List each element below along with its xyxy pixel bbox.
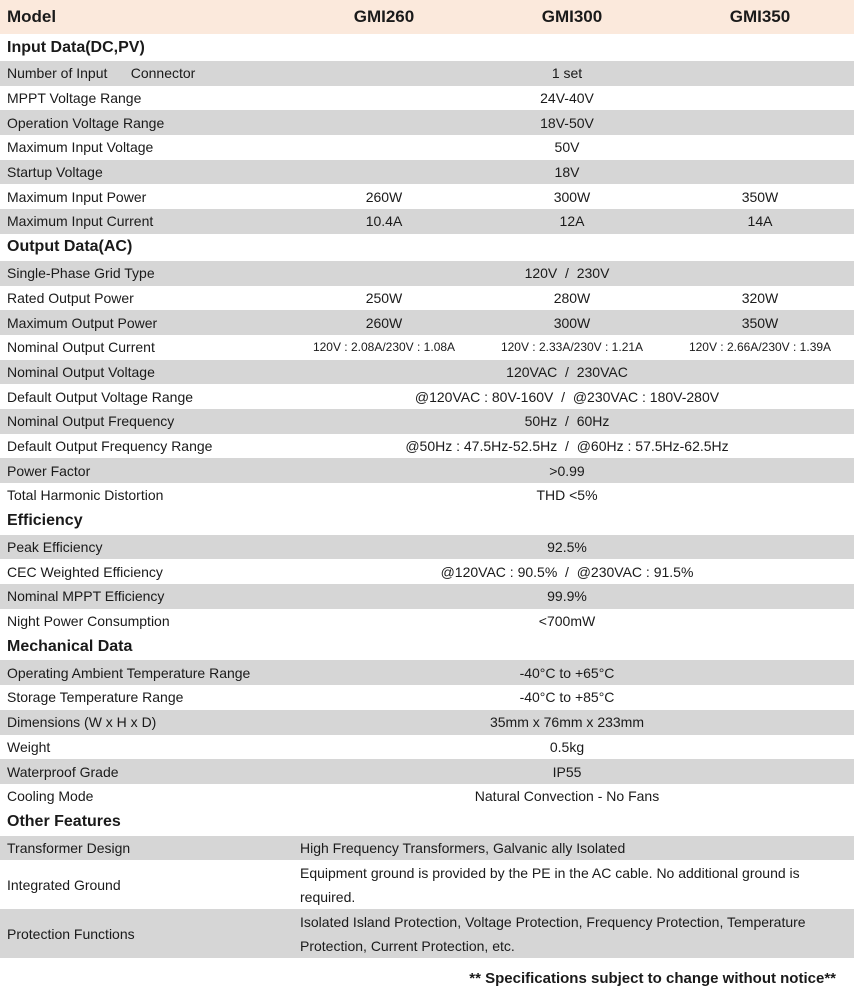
spec-label: Cooling Mode	[7, 788, 94, 805]
spec-label: Power Factor	[7, 462, 91, 479]
spec-value: Natural Convection - No Fans	[474, 788, 660, 805]
spec-value: Isolated Island Protection, Voltage Protection, Frequency Protection, Temperature Protection, Current Protection, etc.	[300, 913, 806, 954]
spec-row	[0, 909, 854, 958]
spec-row	[0, 535, 854, 560]
spec-value-gmi300: 300W	[553, 188, 591, 205]
spec-value-gmi260: 260W	[365, 188, 403, 205]
spec-value: <700mW	[538, 613, 596, 630]
spec-value: @120VAC : 90.5% / @230VAC : 91.5%	[440, 563, 694, 580]
spec-label: Dimensions (W x H x D)	[7, 714, 157, 731]
spec-label: Maximum Input Power	[7, 188, 147, 205]
spec-label: Default Output Voltage Range	[7, 388, 194, 405]
spec-row	[0, 836, 854, 861]
spec-label: Rated Output Power	[7, 289, 134, 306]
section-title-mechanical: Mechanical Data	[7, 637, 133, 655]
spec-label: Integrated Ground	[7, 876, 121, 893]
model-label: Model	[7, 7, 57, 26]
model-gmi300: GMI300	[541, 7, 603, 26]
spec-label: Transformer Design	[7, 839, 131, 856]
spec-value: 50V	[554, 139, 580, 156]
spec-value: @50Hz : 47.5Hz-52.5Hz / @60Hz : 57.5Hz-62.5Hz	[405, 437, 729, 454]
spec-label: Single-Phase Grid Type	[7, 265, 155, 282]
spec-value: @120VAC : 80V-160V / @230VAC : 180V-280V	[414, 388, 720, 405]
spec-row	[0, 310, 854, 335]
spec-value-gmi350: 14A	[747, 213, 773, 230]
spec-value: 18V	[554, 164, 580, 181]
spec-value: 1 set	[551, 65, 583, 82]
spec-row	[0, 609, 854, 634]
spec-row	[0, 759, 854, 784]
spec-label: Total Harmonic Distortion	[7, 487, 164, 504]
spec-value-gmi300: 12A	[559, 213, 585, 230]
spec-value: 99.9%	[547, 588, 587, 605]
spec-value-gmi350: 350W	[741, 188, 779, 205]
spec-label: Operation Voltage Range	[7, 114, 165, 131]
spec-row	[0, 409, 854, 434]
spec-label: Waterproof Grade	[7, 763, 119, 780]
spec-label: Protection Functions	[7, 925, 135, 942]
spec-value: -40°C to +65°C	[519, 664, 615, 681]
spec-label: Operating Ambient Temperature Range	[7, 664, 251, 681]
spec-value-gmi300: 300W	[553, 314, 591, 331]
spec-label: Maximum Output Power	[7, 314, 158, 331]
spec-label: Nominal Output Frequency	[7, 413, 175, 430]
spec-value: 24V-40V	[540, 90, 594, 107]
spec-row	[0, 160, 854, 185]
section-title-input: Input Data(DC,PV)	[7, 38, 145, 56]
spec-row	[0, 735, 854, 760]
spec-value: THD <5%	[536, 487, 598, 504]
spec-value-gmi350: 350W	[741, 314, 779, 331]
spec-value-gmi350: 120V : 2.66A/230V : 1.39A	[688, 340, 832, 355]
spec-value: High Frequency Transformers, Galvanic ally Isolated	[300, 839, 626, 856]
spec-value-gmi300: 120V : 2.33A/230V : 1.21A	[500, 340, 644, 355]
spec-row	[0, 434, 854, 459]
spec-row	[0, 209, 854, 234]
spec-label: Nominal Output Current	[7, 339, 155, 356]
spec-label: Startup Voltage	[7, 164, 103, 181]
spec-value-gmi260: 10.4A	[365, 213, 403, 230]
spec-row	[0, 335, 854, 360]
spec-row	[0, 110, 854, 135]
spec-row	[0, 261, 854, 286]
spec-label: MPPT Voltage Range	[7, 90, 142, 107]
spec-value: Equipment ground is provided by the PE in the AC cable. No additional ground is required.	[300, 864, 800, 905]
spec-label: Night Power Consumption	[7, 613, 170, 630]
spec-value: 120V / 230V	[524, 265, 610, 282]
spec-value-gmi260: 260W	[365, 314, 403, 331]
spec-value: 0.5kg	[549, 738, 585, 755]
spec-row	[0, 184, 854, 209]
spec-value-gmi260: 250W	[365, 289, 403, 306]
spec-label: Storage Temperature Range	[7, 689, 184, 706]
spec-value: 18V-50V	[540, 114, 594, 131]
disclaimer-note: ** Specifications subject to change without notice**	[469, 969, 836, 987]
spec-value-gmi260: 120V : 2.08A/230V : 1.08A	[312, 340, 456, 355]
spec-value: 35mm x 76mm x 233mm	[489, 714, 645, 731]
spec-label: Maximum Input Voltage	[7, 139, 154, 156]
spec-label: Peak Efficiency	[7, 539, 103, 556]
spec-row	[0, 584, 854, 609]
spec-row	[0, 61, 854, 86]
spec-row	[0, 360, 854, 385]
spec-label: Number of Input Connector	[7, 65, 196, 82]
spec-value-gmi350: 320W	[741, 289, 779, 306]
section-title-efficiency: Efficiency	[7, 512, 83, 530]
spec-value: IP55	[552, 763, 582, 780]
model-gmi350: GMI350	[729, 7, 791, 26]
spec-label: Nominal Output Voltage	[7, 363, 155, 380]
spec-row	[0, 559, 854, 584]
model-header-row	[0, 0, 854, 34]
section-title-other: Other Features	[7, 813, 121, 831]
spec-row	[0, 860, 854, 909]
model-gmi260: GMI260	[353, 7, 415, 26]
spec-row	[0, 483, 854, 508]
spec-row	[0, 458, 854, 483]
spec-row	[0, 660, 854, 685]
spec-row	[0, 685, 854, 710]
spec-value: 50Hz / 60Hz	[524, 413, 610, 430]
spec-row	[0, 710, 854, 735]
spec-row	[0, 286, 854, 311]
spec-value: 92.5%	[547, 539, 587, 556]
section-title-output: Output Data(AC)	[7, 238, 133, 256]
spec-label: Default Output Frequency Range	[7, 437, 213, 454]
spec-value: -40°C to +85°C	[519, 689, 615, 706]
spec-value-gmi300: 280W	[553, 289, 591, 306]
spec-row	[0, 135, 854, 160]
spec-label: Nominal MPPT Efficiency	[7, 588, 165, 605]
spec-value: 120VAC / 230VAC	[506, 363, 628, 380]
spec-row	[0, 784, 854, 809]
spec-row	[0, 384, 854, 409]
spec-label: Maximum Input Current	[7, 213, 154, 230]
spec-row	[0, 86, 854, 111]
spec-value: >0.99	[549, 462, 585, 479]
spec-label: CEC Weighted Efficiency	[7, 563, 163, 580]
spec-label: Weight	[7, 738, 51, 755]
